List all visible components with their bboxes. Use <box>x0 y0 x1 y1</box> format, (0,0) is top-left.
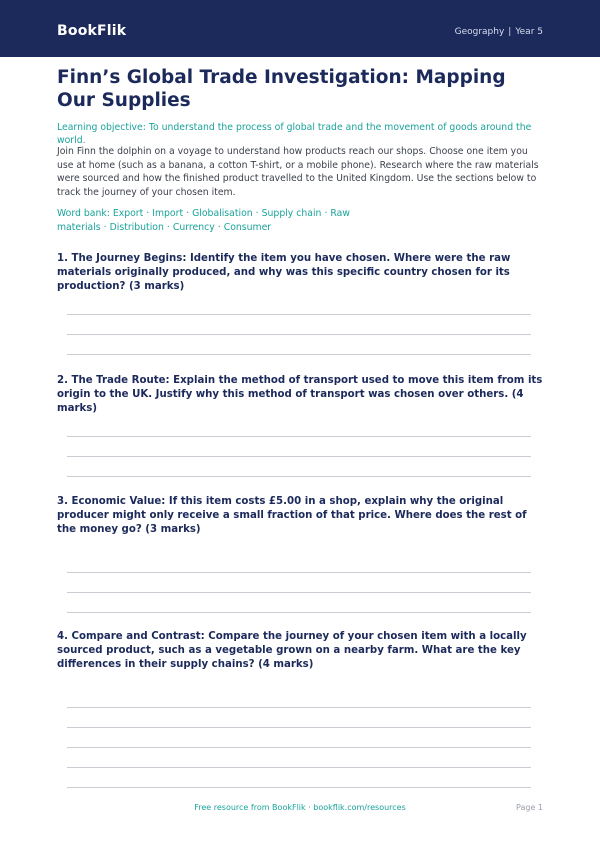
answer-line[interactable] <box>67 334 531 335</box>
answer-line[interactable] <box>67 476 531 477</box>
learning-objective: Learning objective: To understand the process of global trade and the movement of goods around the world. <box>57 122 532 146</box>
subject-meta <box>455 27 543 37</box>
footer-credit[interactable]: Free resource from BookFlik · bookflik.com/resources <box>194 803 406 812</box>
word-separator: · <box>217 221 221 233</box>
answer-line[interactable] <box>67 314 531 315</box>
word-bank-word: Raw materials <box>57 208 350 233</box>
answer-line[interactable] <box>67 354 531 355</box>
answer-line[interactable] <box>67 787 531 788</box>
word-bank <box>57 207 547 234</box>
word-separator: · <box>255 208 259 219</box>
year-label: Year 5 <box>515 27 543 37</box>
question-4: 4. Compare and Contrast: Compare the journey of your chosen item with a locally sourced product, such as a vegetable grown on a nearby farm. What are the key differences in their supply chains? (4 marks) <box>57 631 527 671</box>
question-3: 3. Economic Value: If this item costs £5.00 in a shop, explain why the original producer might only receive a small fraction of that price. Where does the rest of the money go? (3 marks) <box>57 496 527 536</box>
answer-line[interactable] <box>67 592 531 593</box>
word-bank-word: Currency <box>172 221 215 233</box>
meta-separator: | <box>508 27 512 37</box>
word-bank-word: Distribution <box>109 221 164 233</box>
word-separator: · <box>324 208 328 219</box>
page-number: Page 1 <box>516 803 543 812</box>
answer-line[interactable] <box>67 436 531 437</box>
word-separator: · <box>103 221 107 233</box>
page-title: Finn’s Global Trade Investigation: Mapping Our Supplies <box>57 67 506 111</box>
word-separator: · <box>146 208 150 219</box>
word-separator: · <box>186 208 190 219</box>
question-1: 1. The Journey Begins: Identify the item you have chosen. Where were the raw materials originally produced, and why was this specific country chosen for its production? (3 marks) <box>57 253 511 293</box>
word-bank-word: Globalisation <box>192 208 253 219</box>
answer-line[interactable] <box>67 612 531 613</box>
answer-line[interactable] <box>67 767 531 768</box>
word-bank-word: Supply chain <box>261 208 322 219</box>
answer-line[interactable] <box>67 707 531 708</box>
answer-line[interactable] <box>67 747 531 748</box>
word-bank-label: Word bank: <box>57 208 110 219</box>
question-2: 2. The Trade Route: Explain the method of transport used to move this item from its origin to the UK. Justify why this method of transport was chosen over others. (4 marks) <box>57 375 543 415</box>
word-bank-word: Import <box>152 208 184 219</box>
answer-line[interactable] <box>67 572 531 573</box>
word-bank-word: Consumer <box>223 221 272 233</box>
answer-line[interactable] <box>67 727 531 728</box>
answer-line[interactable] <box>67 456 531 457</box>
header-bar <box>0 0 600 57</box>
intro-paragraph: Join Finn the dolphin on a voyage to understand how products reach our shops. Choose one item you use at home (such as a banana, a cotton T-shirt, or a mobile phone). Research where the raw materials were sourced and how the finished product travelled to the United Kingdom. Use the sections below to track the journey of your chosen item. <box>57 146 539 198</box>
word-bank-word: Export <box>112 208 144 219</box>
word-separator: · <box>166 221 170 233</box>
subject-label: Geography <box>454 27 505 37</box>
brand-logo[interactable]: BookFlik <box>57 23 127 39</box>
